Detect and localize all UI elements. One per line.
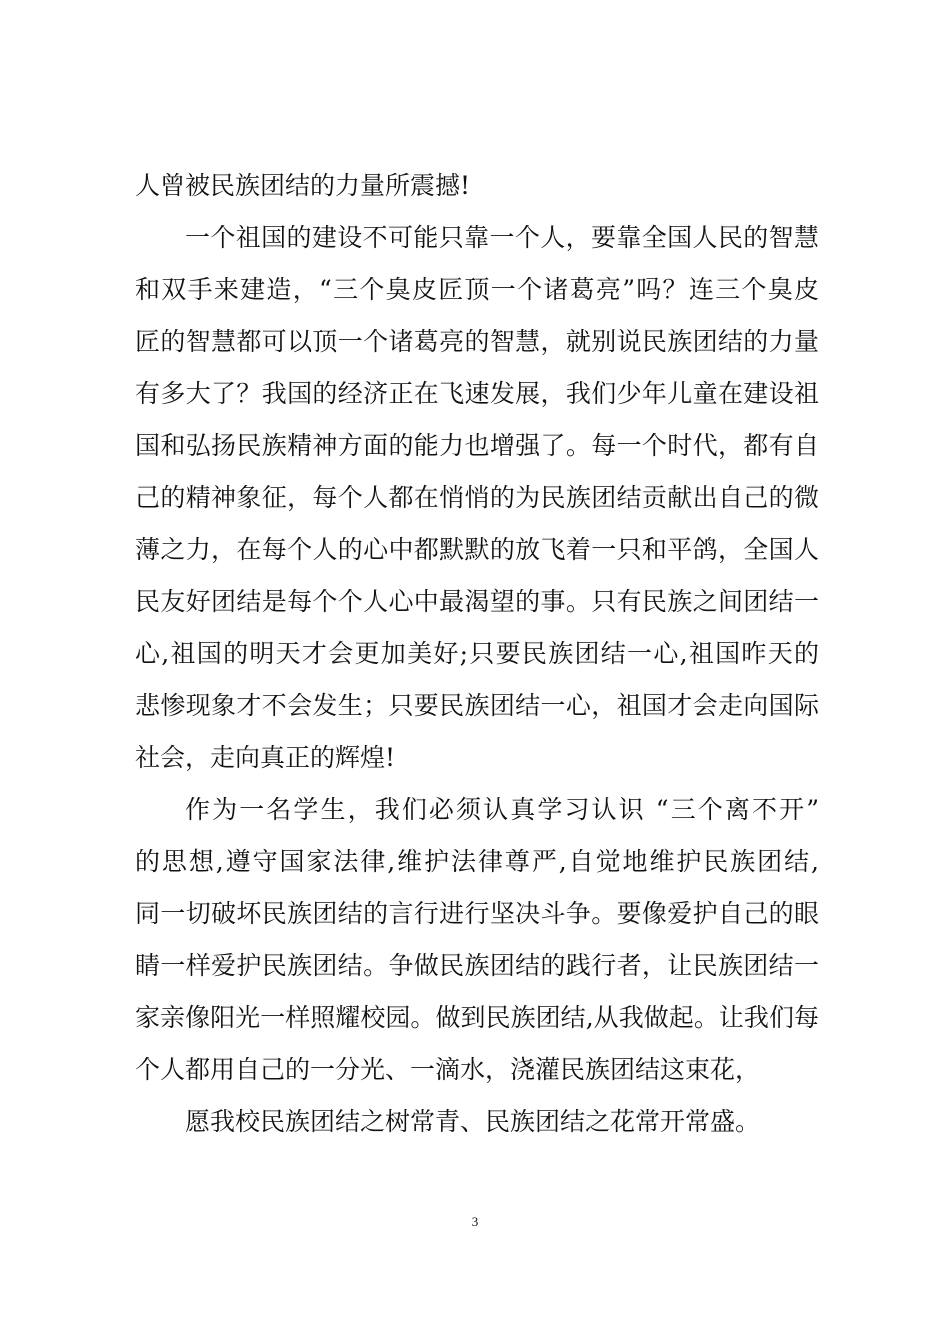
paragraph-3-line-3: 同一切破坏民族团结的言行进行坚决斗争。要像爱护自己的眼	[135, 899, 819, 928]
paragraph-2-line-7: 薄之力，在每个人的心中都默默的放飞着一只和平鸽，全国人	[135, 535, 819, 564]
paragraph-2-line-1: 一个祖国的建设不可能只靠一个人，要靠全国人民的智慧	[185, 223, 819, 252]
paragraph-3-line-4: 睛一样爱护民族团结。争做民族团结的践行者，让民族团结一	[135, 951, 819, 980]
paragraph-4-line-1: 愿我校民族团结之树常青、民族团结之花常开常盛。	[185, 1107, 761, 1136]
paragraph-3-line-2: 的思想,遵守国家法律,维护法律尊严,自觉地维护民族团结,	[135, 847, 819, 876]
paragraph-3-line-6: 个人都用自己的一分光、一滴水，浇灌民族团结这束花，	[135, 1055, 761, 1084]
paragraph-2-line-2: 和双手来建造，“三个臭皮匠顶一个诸葛亮”吗？连三个臭皮	[135, 275, 819, 304]
page-number: 3	[471, 1214, 479, 1229]
paragraph-3-line-1: 作为一名学生，我们必须认真学习认识 “三个离不开”	[185, 795, 819, 824]
paragraph-2-line-8: 民友好团结是每个个人心中最渴望的事。只有民族之间团结一	[135, 587, 819, 616]
paragraph-3-line-5: 家亲像阳光一样照耀校园。做到民族团结,从我做起。让我们每	[135, 1003, 819, 1032]
paragraph-2-line-3: 匠的智慧都可以顶一个诸葛亮的智慧，就别说民族团结的力量	[135, 327, 819, 356]
paragraph-2-line-9: 心,祖国的明天才会更加美好;只要民族团结一心,祖国昨天的	[135, 639, 819, 668]
body-text	[135, 160, 819, 1148]
paragraph-2-line-6: 己的精神象征，每个人都在悄悄的为民族团结贡献出自己的微	[135, 483, 819, 512]
paragraph-2-line-10: 悲惨现象才不会发生；只要民族团结一心，祖国才会走向国际	[135, 691, 819, 720]
paragraph-2-line-5: 国和弘扬民族精神方面的能力也增强了。每一个时代，都有自	[135, 431, 819, 460]
paragraph-2-line-11: 社会，走向真正的辉煌!	[135, 743, 396, 772]
paragraph-1-line-1: 人曾被民族团结的力量所震撼!	[135, 171, 471, 200]
paragraph-2-line-4: 有多大了？我国的经济正在飞速发展，我们少年儿童在建设祖	[135, 379, 819, 408]
